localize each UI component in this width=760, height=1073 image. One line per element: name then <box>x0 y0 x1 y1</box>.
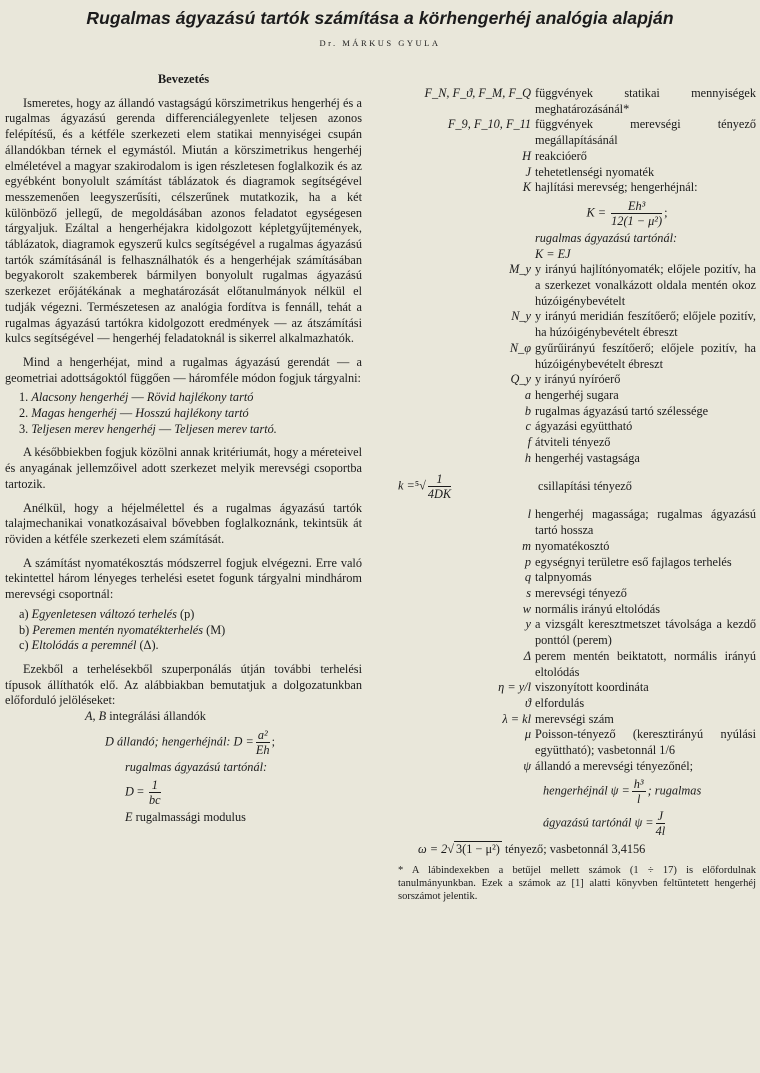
notation-row <box>398 309 756 340</box>
intro-paragraph-2: Mind a hengerhéjat, mind a rugalmas ágyazású gerendát — a geometriai adottságoktól függően — háromféle módon fogjuk tárgyalni: <box>5 354 362 385</box>
list-item: b) Peremen mentén nyomatékterhelés (M) <box>19 622 226 637</box>
formula-k-rug: K = EJ <box>535 246 571 261</box>
notation-desc: ágyazási együttható <box>535 419 633 434</box>
notation-desc: talpnyomás <box>535 570 592 585</box>
notation-desc: elfordulás <box>535 695 585 710</box>
notation-symbol: w <box>522 601 531 616</box>
section-heading: Bevezetés <box>157 72 210 86</box>
symbol-d-rug: rugalmas ágyazású tartónál: <box>125 759 268 774</box>
formula-k-damping: k =⁵√ $\frac{1}{4DK}$ csillapítási tényező <box>398 472 632 502</box>
notation-symbol: m <box>522 538 531 553</box>
notation-row <box>398 165 756 181</box>
notation-symbol: H <box>522 148 531 163</box>
notation-row <box>398 680 756 696</box>
list-item: 2. Magas hengerhéj — Hosszú hajlékony tartó <box>19 406 249 421</box>
notation-row <box>398 435 756 451</box>
intro-paragraph-6: Ezekből a terhelésekből szuperponálás útján további terhelési típusok állíthatók elő. Az alábbiakban bemutatjuk a dolgozatunkban előforduló jelöléseket: <box>5 661 362 708</box>
formula-psi-2: ágyazású tartónál ψ = $\frac{J}{4l}$ <box>543 809 666 839</box>
notation-desc: merevségi szám <box>535 711 614 726</box>
list-item: a) Egyenletesen változó terhelés (p) <box>19 606 195 621</box>
notation-desc: hajlítási merevség; hengerhéjnál: <box>535 180 698 195</box>
notation-row <box>398 262 756 309</box>
notation-desc: függvények statikai mennyiségek meghatározásánál* <box>535 86 756 116</box>
stiffness-group-list <box>5 390 362 437</box>
notation-row <box>398 570 756 586</box>
notation-row <box>398 341 756 372</box>
notation-symbol: F_9, F_10, F_11 <box>447 117 531 132</box>
notation-desc: perem mentén beiktatott, normális irányú eltolódás <box>535 648 756 679</box>
formula-d-rug: D = $\frac{1}{bc}$ <box>125 778 161 808</box>
notation-list-left <box>85 709 362 826</box>
list-item: 1. Alacsony hengerhéj — Rövid hajlékony tartó <box>19 390 254 405</box>
notation-row <box>398 404 756 420</box>
formula-k-rug-label: rugalmas ágyazású tartónál: <box>535 230 678 245</box>
notation-desc: Poisson-tényező (keresztirányú nyúlási együttható); vasbetonnál 1/6 <box>535 727 756 758</box>
notation-row <box>398 419 756 435</box>
notation-symbol: N_y <box>511 309 531 324</box>
intro-paragraph-5: A számítást nyomatékosztás módszerrel fogjuk elvégezni. Erre való tekintettel három lényeges terhelési esetet fogunk tárgyalni mindhárom merevségi csoportnál: <box>5 555 362 602</box>
notation-row <box>398 712 756 728</box>
notation-row <box>398 372 756 388</box>
intro-paragraph-3: A későbbiekben fogjuk közölni annak kritériumát, hogy a méreteivel és anyagának jellemzőivel adott szerkezet melyik merevségi csoportba tartozik. <box>5 445 362 491</box>
symbol-d: D állandó; hengerhéjnál: D = $\frac{\text{a²}}{Eh}$ ; <box>105 727 276 757</box>
notation-desc: egységnyi területre eső fajlagos terhelés <box>535 554 732 569</box>
notation-row <box>398 149 756 165</box>
notation-symbol: c <box>525 419 531 434</box>
notation-desc: viszonyított koordináta <box>535 680 649 695</box>
notation-desc: hengerhéj magassága; rugalmas ágyazású tartó hossza <box>535 507 756 538</box>
notation-symbol: q <box>524 570 531 585</box>
formula-psi-1: hengerhéjnál ψ = $\frac{\text{h³}}{l}$ ; rugalmas <box>543 777 702 807</box>
notation-symbol: s <box>526 585 531 600</box>
notation-symbol: F_N, F_ϑ, F_M, F_Q <box>424 86 531 100</box>
notation-symbol: λ = kl <box>502 711 531 726</box>
notation-row <box>398 586 756 602</box>
notation-desc: átviteli tényező <box>535 435 611 450</box>
article-author: Dr. MÁRKUS GYULA <box>319 38 441 48</box>
list-item: c) Eltolódás a peremnél (Δ). <box>19 638 159 653</box>
notation-desc: tehetetlenségi nyomaték <box>535 164 655 179</box>
notation-row <box>398 86 756 117</box>
notation-desc: y irányú hajlítónyomaték; előjele pozitív, ha a szerkezet vonalkázott oldala mentén okoz húzóigénybevételt <box>535 262 756 308</box>
notation-desc: függvények merevségi tényező megállapításánál <box>535 117 756 148</box>
notation-row <box>398 180 756 196</box>
notation-desc: gyűrűirányú feszítőerő; előjele pozitív, ha húzóigénybevételt ébreszt <box>535 340 756 371</box>
notation-desc: nyomatékosztó <box>535 538 610 553</box>
notation-desc: hengerhéj sugara <box>535 387 619 402</box>
notation-row <box>398 539 756 555</box>
symbol-e: E rugalmassági modulus <box>125 810 246 825</box>
notation-symbol: p <box>524 554 531 569</box>
notation-symbol: μ <box>524 727 531 742</box>
footnote: * A lábindexekben a betűjel mellett számok (1 ÷ 17) is előfordulnak tanulmányunkban. Ezek a számok az [1] alatti könyvben feltüntetett hengerhéj sorszámot jelentik. <box>398 865 756 903</box>
notation-row <box>398 759 756 775</box>
notation-row <box>398 117 756 148</box>
right-column <box>398 86 756 903</box>
notation-desc: normális irányú eltolódás <box>535 601 660 616</box>
notation-symbol: a <box>524 387 531 402</box>
notation-row <box>398 602 756 618</box>
notation-symbol: b <box>524 403 531 418</box>
notation-row <box>398 617 756 648</box>
notation-desc: rugalmas ágyazású tartó szélessége <box>535 403 709 418</box>
notation-row <box>398 507 756 538</box>
load-case-list <box>5 607 362 654</box>
notation-symbol: J <box>525 164 531 179</box>
notation-row <box>398 388 756 404</box>
article-title: Rugalmas ágyazású tartók számítása a körhengerhéj analógia alapján <box>86 8 674 28</box>
notation-symbol: y <box>525 617 531 632</box>
notation-desc: a vizsgált keresztmetszet távolsága a kezdő ponttól (perem) <box>535 617 756 648</box>
left-column <box>5 72 362 826</box>
notation-desc: y irányú nyíróerő <box>535 372 621 387</box>
notation-row <box>398 727 756 758</box>
notation-symbol: ϑ <box>524 695 531 710</box>
notation-symbol: η = y/l <box>498 680 531 695</box>
notation-desc: hengerhéj vastagsága <box>535 450 640 465</box>
formula-omega: ω = 2√ 3(1 − μ²) tényező; vasbetonnál 3,4156 <box>418 842 646 857</box>
notation-row <box>398 696 756 712</box>
notation-row <box>398 555 756 571</box>
notation-row <box>398 649 756 680</box>
notation-symbol: M_y <box>509 262 531 277</box>
notation-symbol: h <box>524 450 531 465</box>
notation-symbol: Q_y <box>510 372 531 387</box>
notation-symbol: N_φ <box>509 340 531 355</box>
notation-symbol: f <box>527 435 531 450</box>
notation-symbol: K <box>522 180 531 195</box>
notation-desc: merevségi tényező <box>535 585 627 600</box>
notation-desc: állandó a merevségi tényezőnél; <box>535 758 694 773</box>
notation-desc: reakcióerő <box>535 148 587 163</box>
intro-paragraph-4: Anélkül, hogy a héjelmélettel és a rugalmas ágyazású tartók talajmechanikai vonatkozásaival bővebben foglalkoznánk, tekintsük át röviden a kétféle szerkezeti elem számítását. <box>5 500 362 546</box>
notation-row <box>398 451 756 467</box>
intro-paragraph-1: Ismeretes, hogy az állandó vastagságú körszimetrikus hengerhéj és a rugalmas ágyazású gerenda differenciálegyenlete teljesen azonos felépítésű, és a kétféle szerkezeti elem statikai mennyiségei csupán állandókban térnek el egymástól. Miután a körszimetrikus hengerhéj elméletével a magyar szakirodalom is igen részletesen foglalkozik és az egyébként bonyolult számítást táblázatok és diagramok segítségével messzemenően leegyszerűsíti, célszerűnek mutatkozik, ha a két különböző jellegű, de megoldásában azonos feladatot egységesen tárgyaljuk. Ezáltal a hengerhéjakra kidolgozott képletgyűjtemények, táblázatok, diagramok egyszerű kulcs segítségével a rugalmas ágyazású tartók számításánál is felhasználhatók és a hengerhéjak számításában begyakorolt szakemberek bármilyen bonyolult rugalmas ágyazású szerkezet erőjátékának a meghatározását előtanulmányok nélkül el tudják végezni. Természetesen az analógia fordítva is fennáll, tehát a rugalmas ágyazású tartókra kidolgozott eredmények — az átszámítási kulcs segítségével — hengerhéj feladatoknál is sikerrel alkalmazhatók. <box>5 95 362 346</box>
symbol-ab: A, B integrálási állandók <box>85 709 206 724</box>
notation-symbol: Δ <box>523 648 531 663</box>
notation-desc: y irányú meridián feszítőerő; előjele pozitív, ha húzóigénybevételt ébreszt <box>535 309 756 340</box>
formula-k: K = $\frac{\text{Eh³}}{\text{12(1 − μ²)}}$ ; <box>586 198 668 228</box>
list-item: 3. Teljesen merev hengerhéj — Teljesen merev tartó. <box>19 421 277 436</box>
notation-symbol: l <box>527 507 531 522</box>
notation-symbol: ψ <box>523 758 531 773</box>
